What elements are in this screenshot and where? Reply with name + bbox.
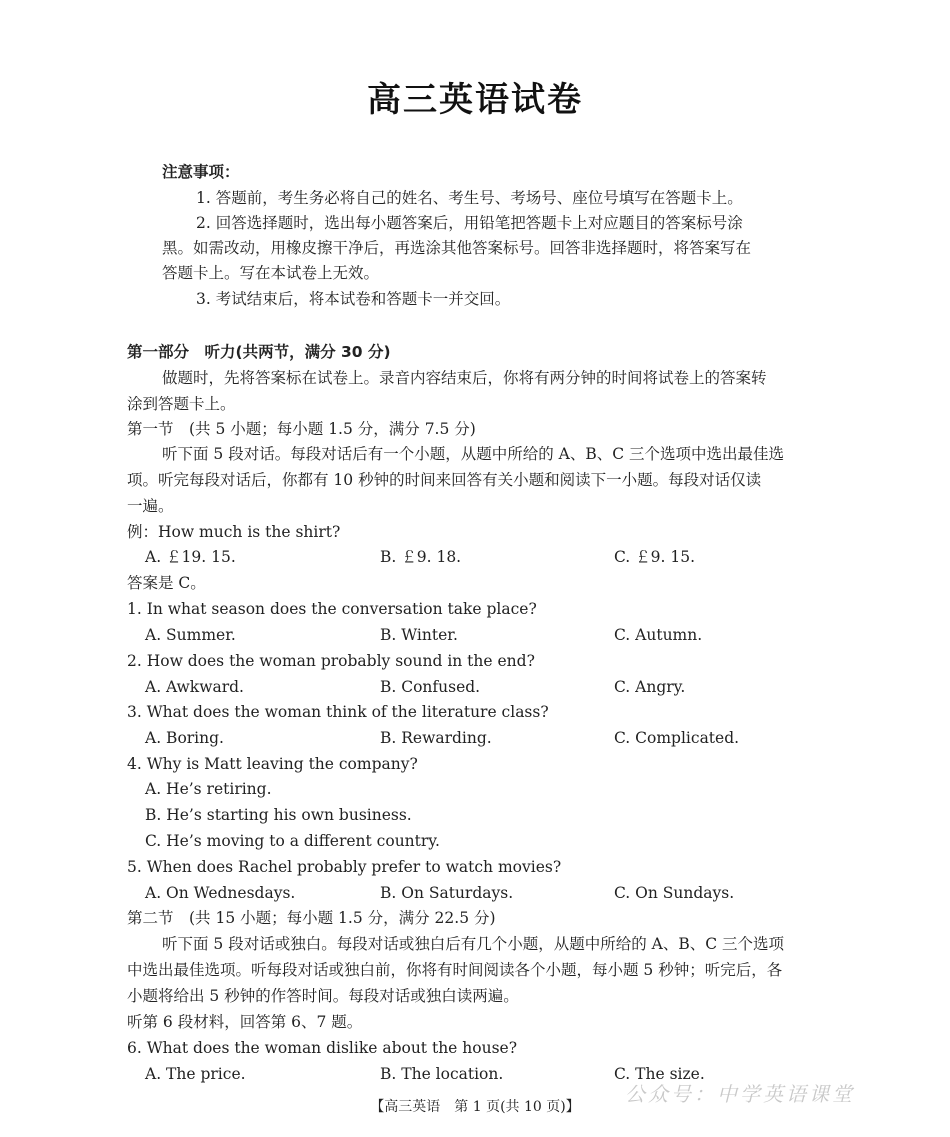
option-a: A. He’s retiring. [145,780,272,798]
option-a: A. On Wednesdays. [145,884,296,902]
question: 4. Why is Matt leaving the company? [127,755,418,773]
option-a: A. Awkward. [145,678,244,696]
option-b: B. Winter. [380,626,458,644]
question: 5. When does Rachel probably prefer to watch movies? [127,858,562,876]
example-answer: 答案是 C。 [127,574,206,592]
option-a: A. ￡19. 15. [145,548,236,566]
option-b: B. The location. [380,1065,504,1083]
material-note: 听第 6 段材料，回答第 6、7 题。 [127,1013,363,1031]
example-question: 例：How much is the shirt? [127,523,341,541]
option-c: C. Angry. [614,678,686,696]
option-c: C. On Sundays. [614,884,735,902]
option-b: B. On Saturdays. [380,884,514,902]
section2-intro: 中选出最佳选项。听每段对话或独白前，你将有时间阅读各个小题，每小题 5 秒钟；听完后，各 [127,961,783,979]
notice-line: 黑。如需改动，用橡皮擦干净后，再选涂其他答案标号。回答非选择题时，将答案写在 [162,239,752,257]
section1-intro: 一遍。 [127,497,174,515]
option-c: C. ￡9. 15. [614,548,696,566]
part1-intro: 涂到答题卡上。 [127,395,236,413]
section2-heading: 第二节 (共 15 小题；每小题 1.5 分，满分 22.5 分) [127,909,496,927]
option-c: C. Complicated. [614,729,740,747]
notice-line: 3. 考试结束后，将本试卷和答题卡一并交回。 [196,290,511,308]
notice-line: 答题卡上。写在本试卷上无效。 [162,264,380,282]
question: 1. In what season does the conversation take place? [127,600,537,618]
section1-heading: 第一节 (共 5 小题；每小题 1.5 分，满分 7.5 分) [127,420,476,438]
watermark: 公众号：中学英语课堂 [625,1082,855,1106]
option-a: A. Summer. [145,626,236,644]
notice-line: 2. 回答选择题时，选出每小题答案后，用铅笔把答题卡上对应题目的答案标号涂 [196,214,743,232]
option-c: C. The size. [614,1065,705,1083]
question: 3. What does the woman think of the literature class? [127,703,549,721]
option-a: A. The price. [145,1065,246,1083]
option-c: C. Autumn. [614,626,703,644]
notice-line: 1. 答题前，考生务必将自己的姓名、考生号、考场号、座位号填写在答题卡上。 [196,189,743,207]
option-b: B. He’s starting his own business. [145,806,412,824]
question: 2. How does the woman probably sound in the end? [127,652,535,670]
question: 6. What does the woman dislike about the house? [127,1039,518,1057]
option-b: B. Rewarding. [380,729,492,747]
option-b: B. Confused. [380,678,481,696]
section1-intro: 听下面 5 段对话。每段对话后有一个小题，从题中所给的 A、B、C 三个选项中选出最佳选 [162,445,785,463]
notice-heading: 注意事项： [162,163,240,181]
option-a: A. Boring. [145,729,224,747]
part1-heading: 第一部分 听力(共两节，满分 30 分) [127,343,391,361]
page-footer: 【高三英语 第 1 页(共 10 页)】 [370,1099,580,1115]
section1-intro: 项。听完每段对话后，你都有 10 秒钟的时间来回答有关小题和阅读下一小题。每段对话仅读 [127,471,762,489]
section2-intro: 小题将给出 5 秒钟的作答时间。每段对话或独白读两遍。 [127,987,519,1005]
page-title: 高三英语试卷 [367,80,583,120]
part1-intro: 做题时，先将答案标在试卷上。录音内容结束后，你将有两分钟的时间将试卷上的答案转 [162,369,767,387]
option-b: B. ￡9. 18. [380,548,462,566]
section2-intro: 听下面 5 段对话或独白。每段对话或独白后有几个小题，从题中所给的 A、B、C 三个选项 [162,935,785,953]
option-c: C. He’s moving to a different country. [145,832,440,850]
